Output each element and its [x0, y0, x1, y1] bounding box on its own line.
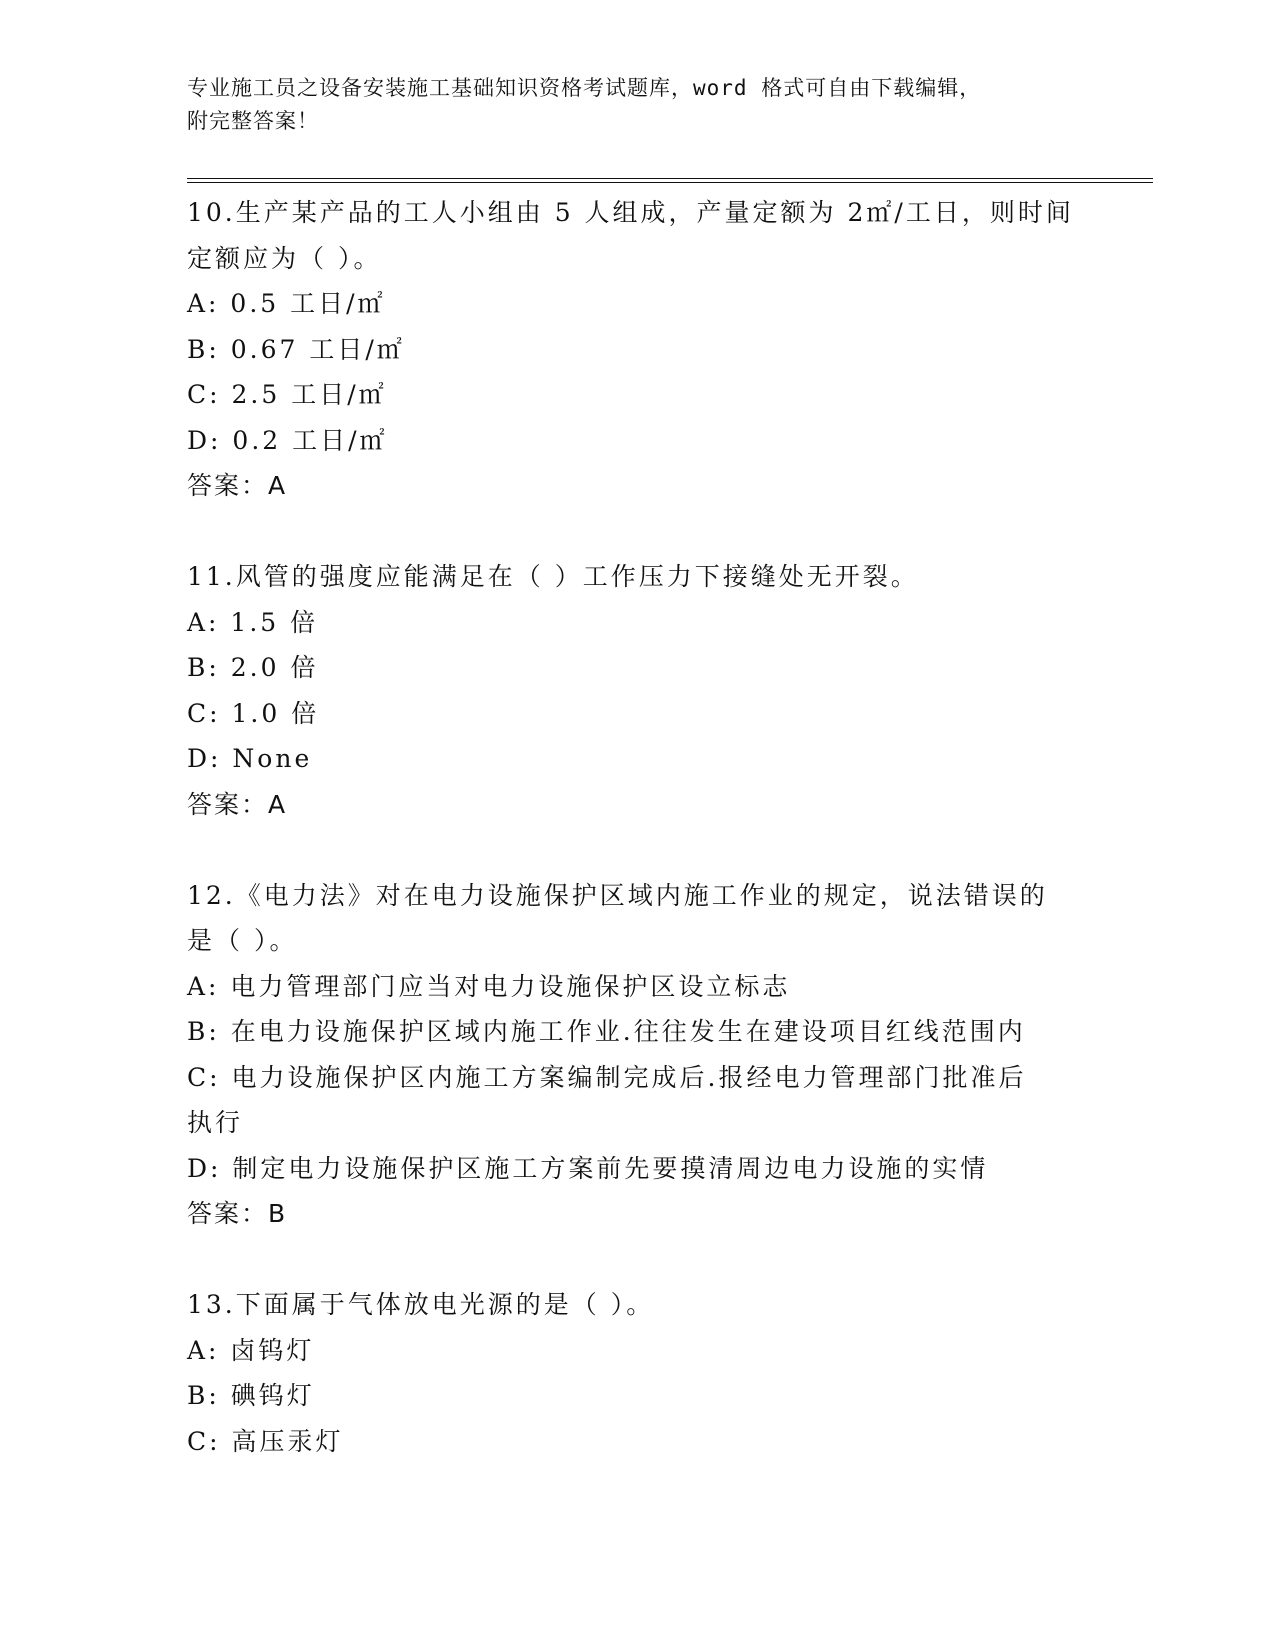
option-a: A: 电力管理部门应当对电力设施保护区设立标志	[187, 971, 791, 1001]
option-b: B: 0.67 工日/㎡	[187, 334, 405, 364]
option-a: A: 0.5 工日/㎡	[187, 289, 386, 318]
answer: 答案：A	[187, 789, 288, 819]
header-line-1: 专业施工员之设备安装施工基础知识资格考试题库，word 格式可自由下载编辑，	[187, 76, 982, 100]
spacer	[187, 1237, 1087, 1283]
option-d: D: None	[187, 744, 313, 773]
option-c: C: 2.5 工日/㎡	[187, 380, 387, 409]
header-divider-bottom	[187, 182, 1153, 183]
option-b: B: 碘钨灯	[187, 1381, 315, 1410]
spacer	[187, 509, 1087, 555]
question-stem: 12.《电力法》对在电力设施保护区域内施工作业的规定，说法错误的	[187, 880, 1048, 910]
option-a: A: 卤钨灯	[187, 1335, 315, 1365]
question-list	[187, 190, 1087, 1464]
answer: 答案：A	[187, 471, 288, 500]
option-c: C: 高压汞灯	[187, 1426, 344, 1456]
spacer	[187, 827, 1087, 873]
header-divider-top	[187, 178, 1153, 179]
option-c: C: 1.0 倍	[187, 698, 320, 728]
question-stem-continued: 是（ ）。	[187, 926, 298, 955]
option-d: D: 0.2 工日/㎡	[187, 425, 388, 455]
question-10	[187, 190, 1087, 509]
question-13	[187, 1282, 1087, 1464]
document-header	[187, 72, 1087, 138]
question-stem: 10.生产某产品的工人小组由 5 人组成，产量定额为 2㎡/工日，则时间	[187, 198, 1074, 227]
option-a: A: 1.5 倍	[187, 607, 319, 637]
answer: 答案：B	[187, 1199, 288, 1228]
option-d: D: 制定电力设施保护区施工方案前先要摸清周边电力设施的实情	[187, 1153, 989, 1183]
header-line-2: 附完整答案！	[187, 109, 319, 133]
option-c-continued: 执行	[187, 1108, 244, 1137]
question-11	[187, 554, 1087, 827]
question-stem: 11.风管的强度应能满足在（ ）工作压力下接缝处无开裂。	[187, 562, 919, 591]
option-c: C: 电力设施保护区内施工方案编制完成后.报经电力管理部门批准后	[187, 1062, 1027, 1092]
question-stem-continued: 定额应为（ ）。	[187, 243, 382, 273]
option-b: B: 2.0 倍	[187, 653, 319, 682]
question-12	[187, 873, 1087, 1237]
option-b: B: 在电力设施保护区域内施工作业.往往发生在建设项目红线范围内	[187, 1017, 1026, 1046]
question-stem: 13.下面属于气体放电光源的是（ ）。	[187, 1290, 655, 1319]
